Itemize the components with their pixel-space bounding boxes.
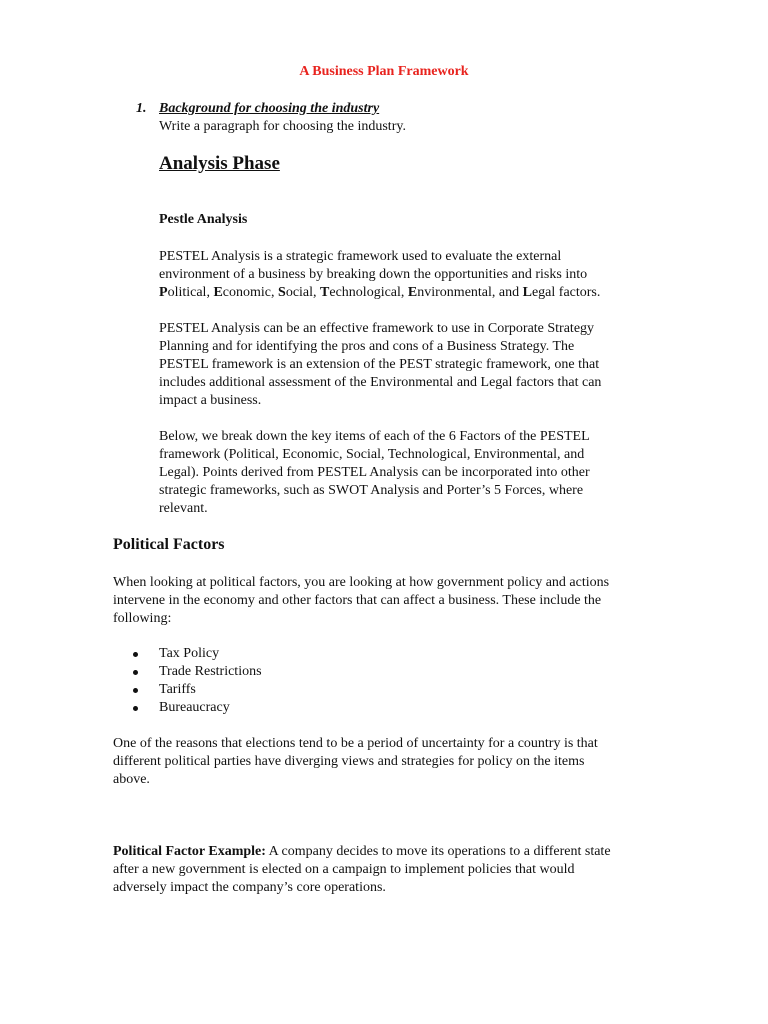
bullet-icon <box>133 670 138 675</box>
paragraph-line: includes additional assessment of the Environmental and Legal factors that can <box>159 375 602 390</box>
paragraph-line: When looking at political factors, you are looking at how government policy and actions <box>113 575 610 590</box>
political-factors-list <box>113 645 262 717</box>
list-item <box>113 699 262 717</box>
example-label: Political Factor Example: <box>113 844 266 859</box>
paragraph-line: Planning and for identifying the pros and cons of a Business Strategy. The <box>159 339 575 354</box>
paragraph-line: One of the reasons that elections tend to be a period of uncertainty for a country is that <box>113 736 598 751</box>
bullet-icon <box>133 652 138 657</box>
factor-initial: E <box>213 285 223 300</box>
pestel-paragraph-2 <box>159 320 659 410</box>
paragraph-line-factors <box>159 284 659 302</box>
paragraph-line: relevant. <box>159 501 208 516</box>
factor-rest: ocial, <box>285 285 321 300</box>
pestel-paragraph-3 <box>159 428 659 518</box>
paragraph-line: after a new government is elected on a campaign to implement policies that would <box>113 862 575 877</box>
list-item-label: Bureaucracy <box>159 700 230 715</box>
document-title: A Business Plan Framework <box>299 64 469 79</box>
bullet-icon <box>133 688 138 693</box>
paragraph-line: Below, we break down the key items of each of the 6 Factors of the PESTEL <box>159 429 590 444</box>
paragraph-line: Legal). Points derived from PESTEL Analysis can be incorporated into other <box>159 465 590 480</box>
paragraph-line: PESTEL Analysis can be an effective framework to use in Corporate Strategy <box>159 321 595 336</box>
political-outro-paragraph <box>113 735 673 789</box>
factor-rest: conomic, <box>222 285 279 300</box>
paragraph-line: above. <box>113 772 150 787</box>
section-instruction: Write a paragraph for choosing the industry. <box>159 119 406 134</box>
paragraph-line: different political parties have diverging views and strategies for policy on the items <box>113 754 585 769</box>
list-item <box>113 645 262 663</box>
factor-initial: E <box>407 285 418 300</box>
factor-rest: echnological, <box>329 285 408 300</box>
example-text: A company decides to move its operations to a different state <box>265 844 611 859</box>
paragraph-line: intervene in the economy and other factors that can affect a business. These include the <box>113 593 602 608</box>
factor-initial: S <box>278 285 286 300</box>
list-item <box>113 663 262 681</box>
political-factors-heading: Political Factors <box>113 536 225 553</box>
list-item <box>113 681 262 699</box>
factor-rest: nvironmental, and <box>417 285 523 300</box>
bullet-icon <box>133 706 138 711</box>
factor-rest: olitical, <box>167 285 214 300</box>
paragraph-line: following: <box>113 611 172 626</box>
factor-initial: T <box>320 285 330 300</box>
section-heading: Background for choosing the industry <box>159 101 380 116</box>
paragraph-line: environment of a business by breaking down the opportunities and risks into <box>159 267 588 282</box>
paragraph-line: impact a business. <box>159 393 262 408</box>
pestel-paragraph-1 <box>159 248 659 302</box>
list-item-label: Tariffs <box>159 682 196 697</box>
paragraph-line: PESTEL Analysis is a strategic framework used to evaluate the external <box>159 249 562 264</box>
factor-initial: P <box>159 285 168 300</box>
analysis-phase-heading: Analysis Phase <box>159 153 280 174</box>
factor-initial: L <box>522 285 532 300</box>
section-number: 1. <box>136 101 147 116</box>
political-intro-paragraph <box>113 574 673 628</box>
list-item-label: Trade Restrictions <box>159 664 262 679</box>
paragraph-line: strategic frameworks, such as SWOT Analysis and Porter’s 5 Forces, where <box>159 483 584 498</box>
political-example-paragraph <box>113 843 673 897</box>
paragraph-line: adversely impact the company’s core operations. <box>113 880 386 895</box>
paragraph-line <box>113 843 673 861</box>
paragraph-line: framework (Political, Economic, Social, Technological, Environmental, and <box>159 447 585 462</box>
list-item-label: Tax Policy <box>159 646 220 661</box>
pestle-analysis-heading: Pestle Analysis <box>159 212 248 227</box>
factor-rest: egal factors. <box>531 285 601 300</box>
paragraph-line: PESTEL framework is an extension of the PEST strategic framework, one that <box>159 357 600 372</box>
